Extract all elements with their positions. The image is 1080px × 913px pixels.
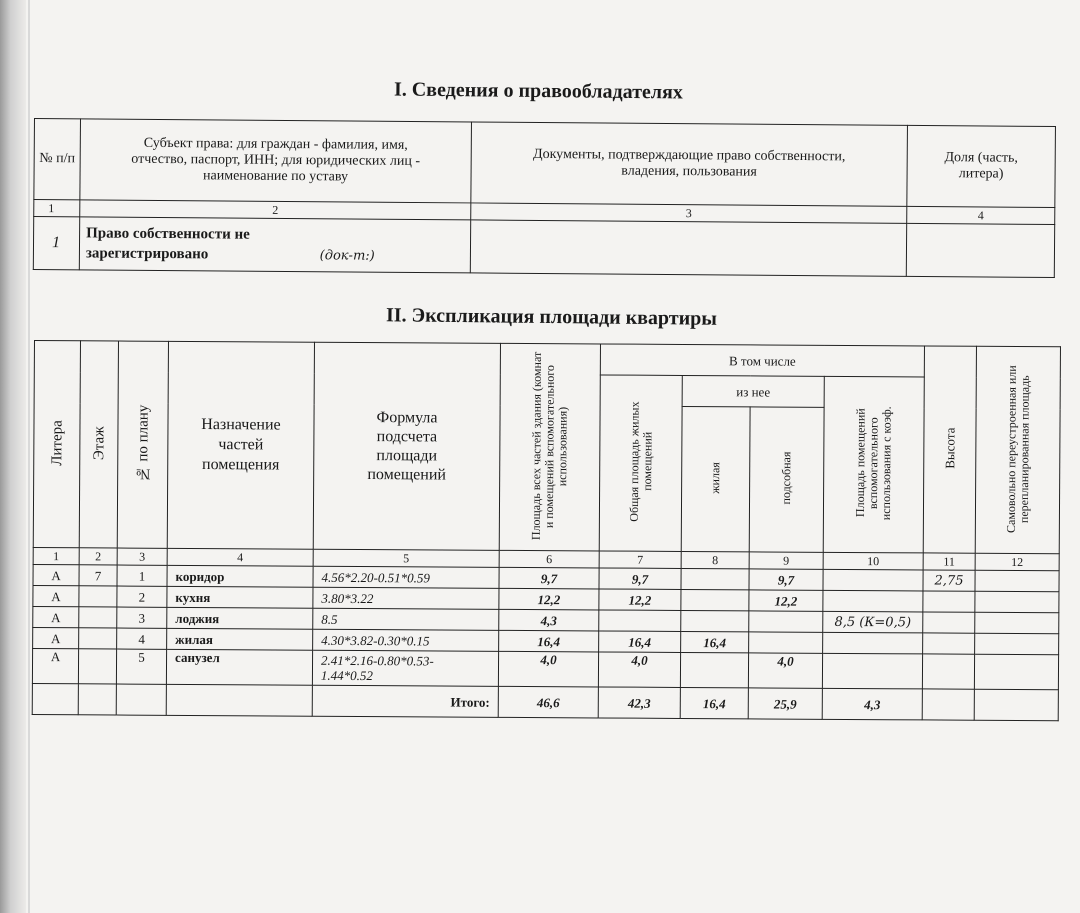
header-plan-no: № по плану xyxy=(117,341,168,548)
owners-table xyxy=(33,118,1056,278)
cell-formula: 2.41*2.16-0.80*0.53-1.44*0.52 xyxy=(312,650,498,686)
cell-aux: 12,2 xyxy=(749,590,823,611)
header-of-which: из нее xyxy=(682,375,824,407)
cell-no: 1 xyxy=(117,565,167,586)
cell-living xyxy=(681,589,749,610)
total-aux: 25,9 xyxy=(748,688,822,719)
total-empty-2 xyxy=(78,684,116,715)
header-floor: Этаж xyxy=(79,341,118,548)
cell-no: 5 xyxy=(116,649,166,684)
total-empty-12 xyxy=(974,689,1058,721)
cell-floor xyxy=(79,607,117,628)
colnum-5: 5 xyxy=(313,549,499,567)
colnum-4: 4 xyxy=(167,548,313,566)
cell-height: 2,75 xyxy=(923,570,975,591)
cell-aux: 4,0 xyxy=(748,653,822,688)
colnum-1: 1 xyxy=(34,200,80,217)
cell-purpose: жилая xyxy=(167,628,313,650)
header-height: Высота xyxy=(923,346,976,553)
header-living: жилая xyxy=(681,406,750,551)
header-documents: Документы, подтверждающие право собственности, владения, пользования xyxy=(471,122,908,206)
owner-row-num: 1 xyxy=(33,217,79,270)
cell-living: 16,4 xyxy=(681,631,749,652)
colnum-11: 11 xyxy=(923,553,975,570)
owner-status: Право собственности не зарегистрировано xyxy=(85,224,250,262)
header-aux-coef: Площадь помещений вспомогательного использования с коэф. xyxy=(823,376,924,553)
cell-area: 16,4 xyxy=(499,630,599,652)
header-litera: Литера xyxy=(33,341,80,548)
total-coef: 4,3 xyxy=(822,688,922,720)
cell-litera: А xyxy=(33,606,79,627)
cell-coef xyxy=(823,632,923,654)
cell-unauth xyxy=(975,633,1059,655)
cell-living xyxy=(680,652,748,687)
cell-unauth xyxy=(974,654,1058,690)
cell-purpose: лоджия xyxy=(167,607,313,629)
cell-floor: 7 xyxy=(79,565,117,586)
cell-formula: 4.56*2.20-0.51*0.59 xyxy=(313,566,499,588)
cell-area: 12,2 xyxy=(499,588,599,610)
header-living-total: Общая площадь жилых помещений xyxy=(599,375,682,551)
cell-area: 4,0 xyxy=(498,651,598,687)
total-empty-11 xyxy=(922,689,974,720)
cell-formula: 4.30*3.82-0.30*0.15 xyxy=(313,629,499,651)
cell-living-total: 16,4 xyxy=(599,631,681,653)
cell-height xyxy=(923,633,975,654)
owner-share xyxy=(906,223,1054,277)
cell-coef xyxy=(822,653,922,689)
header-auxiliary: подсобная xyxy=(749,407,824,552)
owner-note: (док-т:) xyxy=(319,247,375,264)
cell-living-total: 4,0 xyxy=(598,652,680,688)
cell-litera: А xyxy=(32,648,78,683)
cell-aux: 9,7 xyxy=(749,569,823,590)
colnum-6: 6 xyxy=(499,550,599,568)
cell-formula: 3.80*3.22 xyxy=(313,587,499,609)
header-num: № п/п xyxy=(34,119,81,200)
total-empty-4 xyxy=(166,684,312,716)
owners-header-row xyxy=(34,119,1056,208)
cell-living xyxy=(681,610,749,631)
total-row xyxy=(32,683,1058,720)
cell-height xyxy=(923,612,975,633)
cell-unauth xyxy=(975,612,1059,634)
document-sheet xyxy=(30,0,1080,913)
total-living: 16,4 xyxy=(680,687,748,718)
cell-area: 4,3 xyxy=(499,609,599,631)
header-including: В том числе xyxy=(600,344,924,377)
total-empty-1 xyxy=(32,683,78,714)
cell-living-total: 9,7 xyxy=(599,568,681,590)
cell-unauth xyxy=(975,591,1059,613)
colnum-8: 8 xyxy=(681,551,749,568)
owners-data-row xyxy=(33,217,1054,278)
colnum-2: 2 xyxy=(80,200,471,220)
cell-aux xyxy=(749,611,823,632)
cell-litera: А xyxy=(33,585,79,606)
colnum-3: 3 xyxy=(471,203,907,223)
header-share: Доля (часть, литера) xyxy=(907,125,1056,207)
colnum-1: 1 xyxy=(33,547,79,564)
owner-cell xyxy=(79,217,470,273)
cell-living xyxy=(681,568,749,589)
cell-aux xyxy=(749,632,823,653)
colnum-9: 9 xyxy=(749,552,823,569)
total-label: Итого: xyxy=(312,685,498,717)
cell-purpose: кухня xyxy=(167,586,313,608)
cell-floor xyxy=(79,586,117,607)
cell-purpose: санузел xyxy=(166,649,312,685)
page-binding-edge xyxy=(0,0,26,913)
cell-unauth xyxy=(975,570,1059,592)
header-unauthorized: Самовольно переустроенная или перепланированная площадь xyxy=(975,346,1060,554)
cell-purpose: коридор xyxy=(167,565,313,587)
cell-coef xyxy=(823,569,923,591)
colnum-12: 12 xyxy=(975,553,1059,571)
cell-formula: 8.5 xyxy=(313,608,499,630)
cell-coef: 8,5 (К=0,5) xyxy=(823,611,923,633)
header-total-area: Площадь всех частей здания (комнат и помещений вспомогательного использования) xyxy=(499,343,600,551)
colnum-4: 4 xyxy=(907,206,1055,224)
colnum-3: 3 xyxy=(117,548,167,565)
cell-litera: А xyxy=(33,564,79,585)
colnum-7: 7 xyxy=(599,551,681,569)
cell-litera: А xyxy=(33,627,79,648)
colnum-2: 2 xyxy=(79,548,117,565)
explication-header-row-1 xyxy=(34,341,1060,378)
cell-height xyxy=(923,591,975,612)
cell-floor xyxy=(79,628,117,649)
header-formula: Формула подсчета площади помещений xyxy=(313,342,500,550)
owner-documents xyxy=(470,220,906,276)
cell-no: 4 xyxy=(117,628,167,649)
cell-living-total xyxy=(599,610,681,632)
section2-title: II. Экспликация площади квартиры xyxy=(385,304,718,330)
section1-title: I. Сведения о правообладателях xyxy=(393,78,684,104)
total-living-total: 42,3 xyxy=(598,687,680,719)
explication-table xyxy=(32,340,1061,721)
cell-no: 2 xyxy=(117,586,167,607)
cell-coef xyxy=(823,590,923,612)
cell-area: 9,7 xyxy=(499,567,599,589)
cell-floor xyxy=(78,649,116,684)
colnum-10: 10 xyxy=(823,552,923,570)
header-purpose: Назначение частей помещения xyxy=(167,341,314,549)
cell-height xyxy=(922,654,974,689)
total-area: 46,6 xyxy=(498,686,598,718)
header-subject: Субъект права: для граждан - фамилия, имя, отчество, паспорт, ИНН; для юридических лиц - наименование по уставу xyxy=(80,119,472,203)
total-empty-3 xyxy=(116,684,166,715)
cell-living-total: 12,2 xyxy=(599,589,681,611)
cell-no: 3 xyxy=(117,607,167,628)
